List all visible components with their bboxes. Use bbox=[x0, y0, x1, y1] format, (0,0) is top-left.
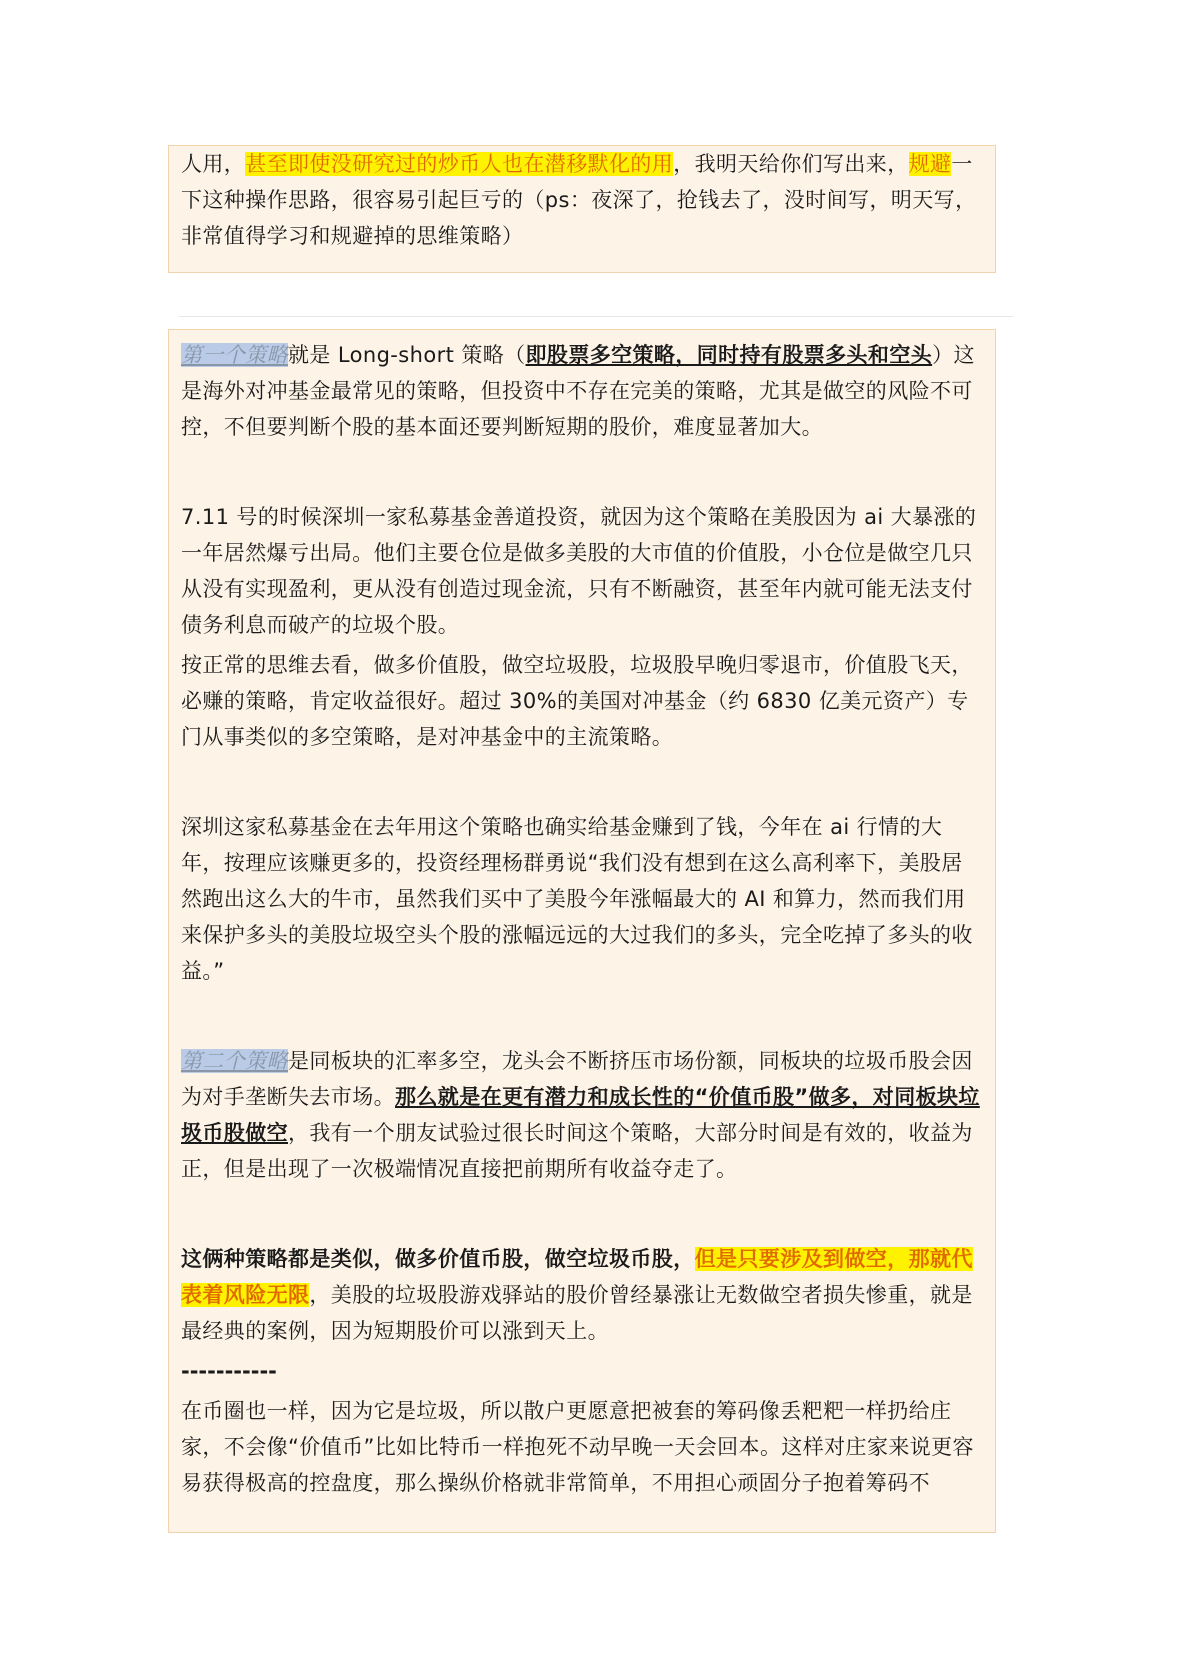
paragraph-fund-manager: 深圳这家私募基金在去年用这个策略也确实给基金赚到了钱，今年在 ai 行情的大年，按理应该赚更多的，投资经理杨群勇说“我们没有想到在这么高利率下，美股居然跑出这么大的牛市，虽然我们买中了美股今年涨幅最大的 AI 和算力，然而我们用来保护多头的美股垃圾空头个股的涨幅远远的大过我们的多头，完全吃掉了多头的收益。” bbox=[181, 815, 973, 983]
highlighted-text: 甚至即使没研究过的炒币人也在潜移默化的用 bbox=[245, 152, 674, 176]
excerpt-box-top bbox=[168, 145, 996, 273]
separator-dashes: ----------- bbox=[181, 1359, 277, 1383]
paragraph-strategy-two bbox=[181, 1043, 981, 1187]
text-segment: 人用， bbox=[181, 152, 246, 176]
paragraph-normal-thinking: 按正常的思维去看，做多价值股，做空垃圾股，垃圾股早晚归零退市，价值股飞天，必赚的策略，肯定收益很好。超过 30%的美国对冲基金（约 6830 亿美元资产）专门从事类似的多空策略，是对冲基金中的主流策略。 bbox=[181, 653, 973, 749]
paragraph-intro bbox=[181, 146, 981, 254]
divider bbox=[179, 316, 1013, 317]
text-segment: ，美股的垃圾股游戏驿站的股价曾经暴涨让无数做空者损失惨重，就是最经典的案例，因为短期股价可以涨到天上。 bbox=[181, 1283, 973, 1343]
highlighted-text: 规避 bbox=[908, 152, 952, 176]
paragraph-case: 7.11 号的时候深圳一家私募基金善道投资，就因为这个策略在美股因为 ai 大暴涨的一年居然爆亏出局。他们主要仓位是做多美股的大市值的价值股，小仓位是做空几只从没有实现盈利，更从没有创造过现金流，只有不断融资，甚至年内就可能无法支付债务利息而破产的垃圾个股。 bbox=[181, 505, 977, 637]
text-segment: 一下这种操作思路，很容易引起巨亏的（ps：夜深了，抢钱去了，没时间写，明天写，非常值得学习和规避掉的思维策略） bbox=[181, 152, 977, 248]
highlighted-bold-text: 但是只要涉及到做空，那就代表着风险无限 bbox=[181, 1247, 973, 1307]
text-segment: 是同板块的汇率多空，龙头会不断挤压市场份额，同板块的垃圾币股会因为对手垄断失去市场。 bbox=[181, 1049, 973, 1109]
strategy-marker: 第二个策略 bbox=[181, 1049, 288, 1073]
text-segment: 就是 Long-short 策略（ bbox=[288, 343, 526, 367]
text-segment: ，我有一个朋友试验过很长时间这个策略，大部分时间是有效的，收益为正，但是出现了一次极端情况直接把前期所有收益夺走了。 bbox=[181, 1121, 973, 1181]
bold-text: 这俩种策略都是类似，做多价值币股，做空垃圾币股， bbox=[181, 1247, 695, 1271]
text-segment: ，我明天给你们写出来， bbox=[673, 152, 909, 176]
paragraph-strategy-one bbox=[181, 337, 981, 445]
paragraph-risk bbox=[181, 1241, 981, 1349]
strategy-marker: 第一个策略 bbox=[181, 343, 288, 367]
text-segment: ）这是海外对冲基金最常见的策略，但投资中不存在完美的策略，尤其是做空的风险不可控，不但要判断个股的基本面还要判断短期的股价，难度显著加大。 bbox=[181, 343, 975, 439]
bold-underlined-text: 那么就是在更有潜力和成长性的“价值币股”做多，对同板块垃圾币股做空 bbox=[181, 1085, 980, 1145]
excerpt-box-main bbox=[168, 329, 996, 1533]
bold-underlined-text: 即股票多空策略，同时持有股票多头和空头 bbox=[525, 343, 933, 367]
paragraph-crypto: 在币圈也一样，因为它是垃圾，所以散户更愿意把被套的筹码像丢粑粑一样扔给庄家，不会像“价值币”比如比特币一样抱死不动早晚一天会回本。这样对庄家来说更容易获得极高的控盘度，那么操纵价格就非常简单，不用担心顽固分子抱着筹码不 bbox=[181, 1399, 974, 1495]
